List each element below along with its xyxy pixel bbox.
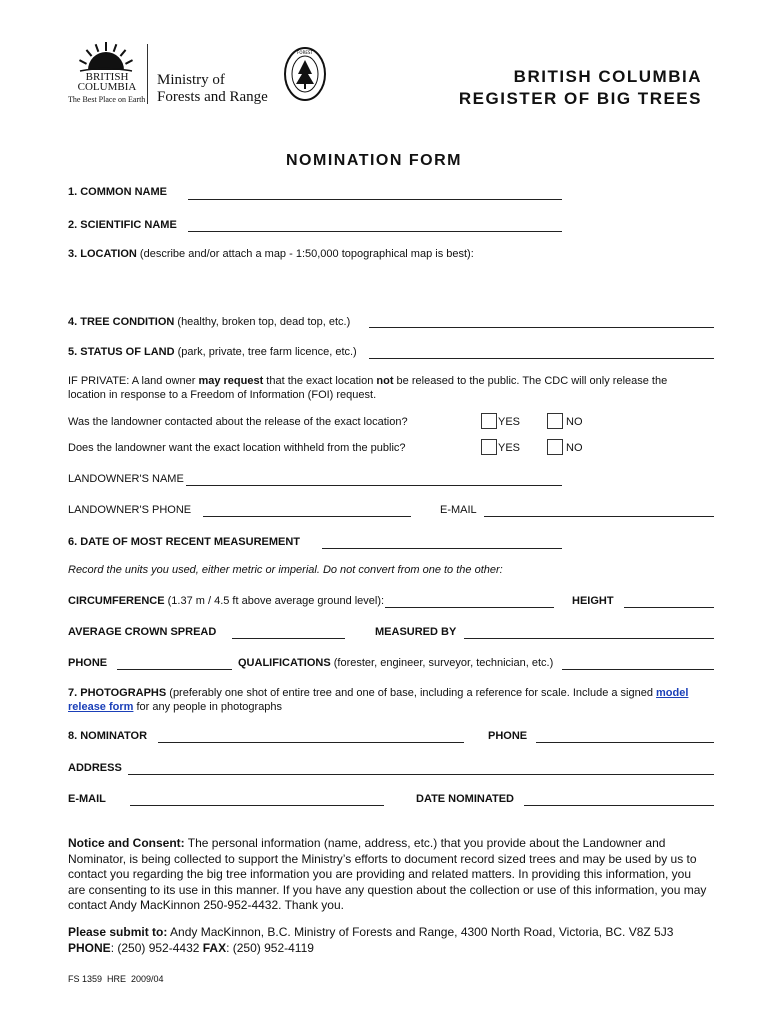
svg-text:FOREST: FOREST: [297, 50, 313, 55]
location-label-note: (describe and/or attach a map - 1:50,000 topographical map is best):: [136, 248, 474, 260]
notice-and-consent: [68, 836, 708, 914]
private-text-3: that the exact location: [263, 375, 377, 387]
scientific-name-field[interactable]: [188, 231, 562, 232]
measured-by-field[interactable]: [464, 638, 714, 639]
form-heading: NOMINATION FORM: [286, 152, 462, 169]
measurement-date-field[interactable]: [322, 548, 562, 549]
location-field[interactable]: [68, 266, 714, 310]
landowner-phone-label: LANDOWNER'S PHONE: [68, 504, 192, 516]
address-label: ADDRESS: [68, 762, 122, 774]
notice-text: The personal information (name, address, etc.) that you provide about the Landowner and Nominator, is being collected to support the Ministry’s efforts to document record sized trees and may be used by us to contact you regarding the big tree information you are providing and related matters. In providing this information, you are consenting to its use in this manner. If you have any question about the collection or use of this information, you may contact Andy MacKinnon 250-952-4432. Thank you.: [68, 836, 707, 912]
nominator-label: 8. NOMINATOR: [68, 730, 148, 742]
measurement-date-label: 6. DATE OF MOST RECENT MEASUREMENT: [68, 536, 301, 548]
photographs-note: (preferably one shot of entire tree and one of base, including a reference for scale. Include a signed: [166, 687, 657, 699]
forest-service-seal-icon: [283, 46, 327, 102]
ministry-line1: Ministry of: [157, 72, 225, 88]
private-land-notice: [68, 374, 718, 402]
measured-by-label: MEASURED BY: [375, 626, 457, 638]
circumference-note: (1.37 m / 4.5 ft above average ground level):: [164, 595, 385, 607]
withheld-yes-label: YES: [498, 442, 521, 454]
tree-condition-field[interactable]: [369, 327, 714, 328]
register-title-line2: REGISTER OF BIG TREES: [458, 89, 702, 108]
circumference-label: [68, 595, 384, 607]
nominator-email-label: E-MAIL: [68, 793, 106, 805]
private-text-6: location in response to a Freedom of Information (FOI) request.: [68, 389, 377, 401]
private-text-4: not: [376, 375, 394, 387]
date-nominated-label: DATE NOMINATED: [416, 793, 514, 805]
submit-phone-label: PHONE: [68, 940, 111, 955]
ministry-line2: Forests and Range: [157, 89, 268, 105]
circumference-field[interactable]: [385, 607, 554, 608]
register-title: [459, 66, 702, 110]
nominator-field[interactable]: [158, 742, 464, 743]
nominator-phone-field[interactable]: [536, 742, 714, 743]
contacted-yes-checkbox[interactable]: [481, 413, 497, 429]
status-of-land-bold: 5. STATUS OF LAND: [68, 346, 175, 358]
address-field[interactable]: [128, 774, 714, 775]
submit-fax: : (250) 952-4119: [226, 940, 314, 955]
status-of-land-note: (park, private, tree farm licence, etc.): [174, 346, 357, 358]
contacted-no-label: NO: [566, 416, 583, 428]
private-text-5: be released to the public. The CDC will only release the: [393, 375, 668, 387]
withheld-yes-checkbox[interactable]: [481, 439, 497, 455]
qualifications-label: [238, 657, 553, 669]
withheld-no-checkbox[interactable]: [547, 439, 563, 455]
landowner-phone-field[interactable]: [203, 516, 411, 517]
bc-logo-text: [74, 72, 140, 92]
measurer-phone-label: PHONE: [68, 657, 108, 669]
status-of-land-label: [68, 346, 357, 358]
landowner-contacted-question: Was the landowner contacted about the release of the exact location?: [68, 416, 408, 428]
qualifications-field[interactable]: [562, 669, 714, 670]
release-form-link[interactable]: release form: [68, 701, 134, 713]
nominator-phone-label: PHONE: [488, 730, 528, 742]
submit-bold: Please submit to:: [68, 925, 168, 939]
photographs-bold: 7. PHOTOGRAPHS: [68, 687, 167, 699]
tree-condition-note: (healthy, broken top, dead top, etc.): [174, 316, 351, 328]
crown-spread-label: AVERAGE CROWN SPREAD: [68, 626, 217, 638]
register-title-line1: BRITISH COLUMBIA: [513, 67, 702, 86]
landowner-name-field[interactable]: [186, 485, 562, 486]
photographs-end: for any people in photographs: [133, 701, 283, 713]
sun-icon: [66, 40, 146, 74]
submit-info: [68, 925, 718, 956]
submit-phone: : (250) 952-4432: [110, 940, 203, 955]
crown-spread-field[interactable]: [232, 638, 345, 639]
contacted-yes-label: YES: [498, 416, 521, 428]
qualifications-note: (forester, engineer, surveyor, technician, etc.): [330, 657, 554, 669]
withheld-no-label: NO: [566, 442, 583, 454]
form-code: FS 1359 HRE 2009/04: [68, 974, 164, 984]
height-label: HEIGHT: [572, 595, 614, 607]
landowner-email-label: E-MAIL: [440, 504, 477, 516]
notice-bold: Notice and Consent:: [68, 836, 185, 850]
submit-text: Andy MacKinnon, B.C. Ministry of Forests and Range, 4300 North Road, Victoria, BC. V8Z 5J3: [167, 925, 674, 939]
date-nominated-field[interactable]: [524, 805, 714, 806]
bc-logo-tagline: The Best Place on Earth: [68, 95, 146, 104]
tree-condition-label: [68, 316, 350, 328]
scientific-name-label: 2. SCIENTIFIC NAME: [68, 219, 177, 231]
bc-logo-line1: BRITISH: [85, 71, 129, 83]
common-name-label: 1. COMMON NAME: [68, 186, 167, 198]
location-label-bold: 3. LOCATION: [68, 248, 137, 260]
status-of-land-field[interactable]: [369, 358, 714, 359]
contacted-no-checkbox[interactable]: [547, 413, 563, 429]
private-text-1: IF PRIVATE: A land owner: [68, 375, 199, 387]
model-release-link[interactable]: model: [656, 687, 689, 699]
landowner-name-label: LANDOWNER'S NAME: [68, 473, 184, 485]
units-note: Record the units you used, either metric or imperial. Do not convert from one to the other:: [68, 564, 503, 576]
photographs-label: [68, 686, 718, 714]
bc-logo-line2: COLUMBIA: [77, 81, 137, 93]
submit-fax-label: FAX: [202, 940, 227, 955]
bc-logo: [66, 40, 146, 106]
tree-condition-bold: 4. TREE CONDITION: [68, 316, 175, 328]
height-field[interactable]: [624, 607, 714, 608]
logo-divider: [147, 44, 148, 104]
common-name-field[interactable]: [188, 199, 562, 200]
nominator-email-field[interactable]: [130, 805, 384, 806]
landowner-email-field[interactable]: [484, 516, 714, 517]
private-text-2: may request: [198, 375, 264, 387]
ministry-name: [157, 72, 268, 106]
location-withheld-question: Does the landowner want the exact location withheld from the public?: [68, 442, 406, 454]
measurer-phone-field[interactable]: [117, 669, 232, 670]
circumference-bold: CIRCUMFERENCE: [68, 595, 165, 607]
location-label: [68, 248, 474, 260]
qualifications-bold: QUALIFICATIONS: [238, 657, 331, 669]
